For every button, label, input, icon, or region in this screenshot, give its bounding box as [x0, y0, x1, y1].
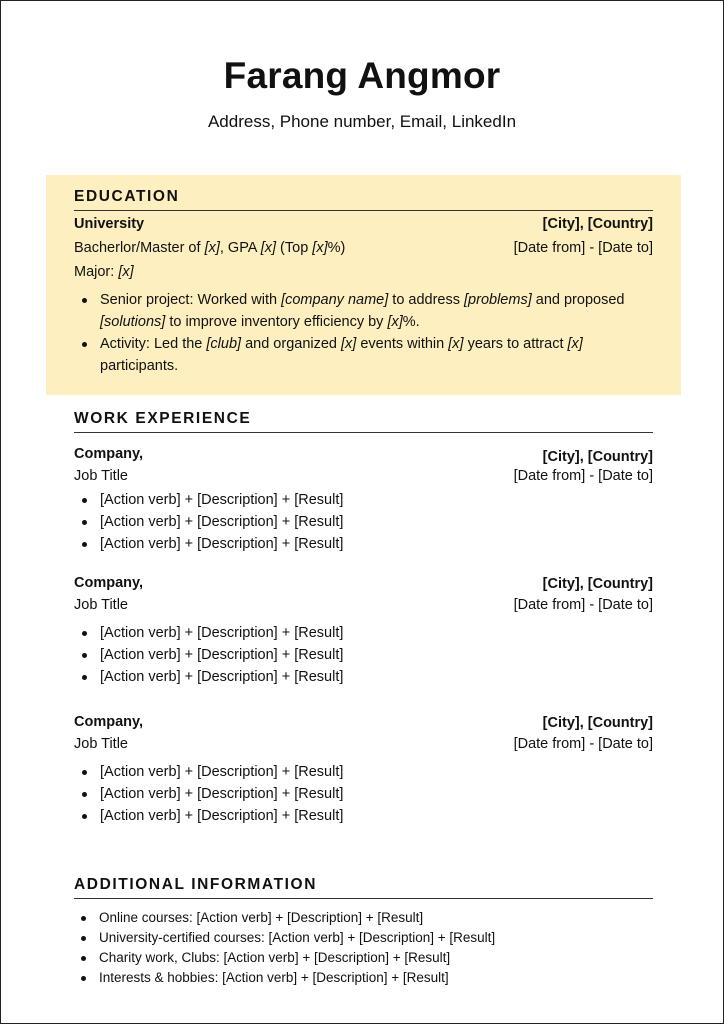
list-item: [Action verb] + [Description] + [Result]	[100, 489, 660, 511]
top-placeholder: [x]	[312, 240, 328, 256]
company-name: Company,	[74, 714, 144, 730]
list-item: [Action verb] + [Description] + [Result]	[100, 511, 660, 533]
job-bullets	[74, 489, 660, 555]
company-name: Company,	[74, 575, 144, 591]
degree-placeholder: [x]	[204, 240, 220, 256]
education-heading: EDUCATION	[74, 188, 653, 211]
job-header-row	[74, 714, 653, 730]
company-name: Company,	[74, 446, 144, 462]
job-dates: [Date from] - [Date to]	[513, 736, 653, 752]
job-dates: [Date from] - [Date to]	[513, 597, 653, 613]
top-label: (Top	[276, 240, 313, 256]
degree-prefix: Bacherlor/Master of	[74, 240, 205, 256]
job-header-row	[74, 575, 653, 591]
list-item: [Action verb] + [Description] + [Result]	[100, 761, 660, 783]
job-location: [City], [Country]	[542, 576, 653, 592]
job-location: [City], [Country]	[542, 449, 653, 465]
list-item: Activity: Led the [club] and organized [x] events within [x] years to attract [x] participants.	[100, 333, 660, 377]
list-item: Senior project: Worked with [company name] to address [problems] and proposed [solutions] to improve inventory efficiency by [x]%.	[100, 289, 660, 333]
major-placeholder: [x]	[118, 264, 134, 280]
list-item: University-certified courses: [Action verb] + [Description] + [Result]	[99, 928, 659, 948]
major-label: Major:	[74, 264, 119, 280]
job-bullets	[74, 761, 660, 827]
job-title: Job Title	[74, 597, 128, 613]
list-item: [Action verb] + [Description] + [Result]	[100, 805, 660, 827]
job-title: Job Title	[74, 468, 128, 484]
gpa-placeholder: [x]	[260, 240, 277, 256]
job-title-row	[74, 736, 653, 752]
university-name: University	[74, 216, 145, 232]
work-heading: WORK EXPERIENCE	[74, 410, 653, 433]
list-item: [Action verb] + [Description] + [Result]	[100, 533, 660, 555]
education-degree-row	[74, 240, 653, 256]
education-bullets	[74, 289, 660, 377]
list-item: Online courses: [Action verb] + [Description] + [Result]	[99, 908, 659, 928]
job-title-row	[74, 468, 653, 484]
job-location: [City], [Country]	[542, 715, 653, 731]
top-suffix: %)	[327, 240, 346, 256]
degree-line	[74, 240, 345, 256]
list-item: [Action verb] + [Description] + [Result]	[100, 644, 660, 666]
candidate-name: Farang Angmor	[223, 55, 501, 96]
gpa-label: , GPA	[219, 240, 261, 256]
job-dates: [Date from] - [Date to]	[513, 468, 653, 484]
major-line	[74, 264, 653, 280]
job-bullets	[74, 622, 660, 688]
education-dates: [Date from] - [Date to]	[513, 240, 653, 256]
list-item: [Action verb] + [Description] + [Result]	[100, 666, 660, 688]
contact-line: Address, Phone number, Email, LinkedIn	[207, 112, 517, 131]
job-title: Job Title	[74, 736, 128, 752]
additional-heading: ADDITIONAL INFORMATION	[74, 876, 653, 899]
education-university-row	[74, 216, 653, 232]
list-item: [Action verb] + [Description] + [Result]	[100, 783, 660, 805]
list-item: Charity work, Clubs: [Action verb] + [Description] + [Result]	[99, 948, 659, 968]
list-item: Interests & hobbies: [Action verb] + [Description] + [Result]	[99, 968, 659, 988]
job-header-row	[74, 446, 653, 465]
additional-bullets	[74, 908, 659, 988]
job-title-row	[74, 597, 653, 613]
university-location: [City], [Country]	[542, 216, 653, 232]
list-item: [Action verb] + [Description] + [Result]	[100, 622, 660, 644]
